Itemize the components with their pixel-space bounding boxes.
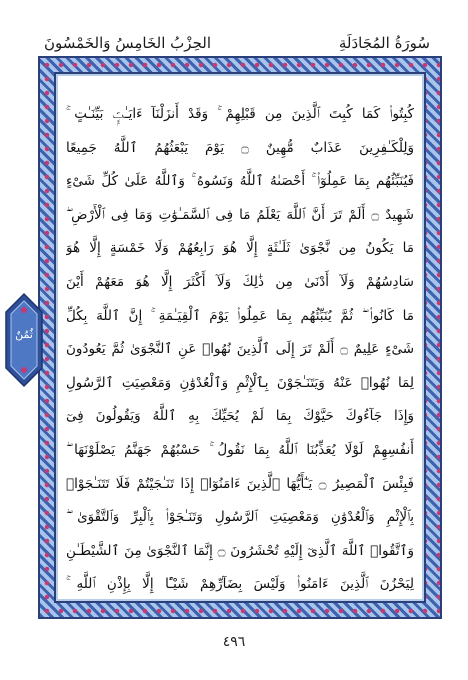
marker-label: ثُمُنٌ [15,328,33,341]
text-line: فَبِئْسَ ٱلْمَصِيرُ ۝ يَـٰٓأَيُّهَا ٱلَّذِينَ ءَامَنُوٓا۟ إِذَا تَنَـٰجَيْتُمْ فَلَا تَتَنَـٰجَوْا۟ [66,475,414,492]
text-line: سَادِسُهُمْ وَلَآ أَدْنَىٰ مِن ذَٰلِكَ وَلَآ أَكْثَرَ إِلَّا هُوَ مَعَهُمْ أَيْنَ [66,273,414,290]
text-line: شَىْءٍ عَلِيمٌ ۝ أَلَمْ تَرَ إِلَى ٱلَّذِينَ نُهُوا۟ عَنِ ٱلنَّجْوَىٰ ثُمَّ يَعُودُونَ [66,341,414,358]
surah-title: سُورَةُ المُجَادَلَةِ [338,34,430,52]
text-line: شَهِيدٌ ۝ أَلَمْ تَرَ أَنَّ ٱللَّهَ يَعْلَمُ مَا فِى ٱلسَّمَـٰوَٰتِ وَمَا فِى ٱلْأَرْضِ ۖ [66,206,414,223]
text-line: بِٱلْإِثْمِ وَٱلْعُدْوَٰنِ وَمَعْصِيَتِ ٱلرَّسُولِ وَتَنَـٰجَوْا۟ بِٱلْبِرِّ وَٱلتَّقْوَىٰ ۖ [66,509,414,526]
text-panel [54,72,426,603]
text-line: مَا كَانُوا۟ ۖ ثُمَّ يُنَبِّئُهُم بِمَا عَمِلُوا۟ يَوْمَ ٱلْقِيَـٰمَةِ ۚ إِنَّ ٱللَّهَ بِكُلِّ [66,307,414,324]
text-line: أَنفُسِهِمْ لَوْلَا يُعَذِّبُنَا ٱللَّهُ بِمَا نَقُولُ ۚ حَسْبُهُمْ جَهَنَّمُ يَصْلَوْنَهَا ۖ [66,441,414,458]
thumun-marker [4,292,44,388]
text-line: مَا يَكُونُ مِن نَّجْوَىٰ ثَلَـٰثَةٍ إِلَّا هُوَ رَابِعُهُمْ وَلَا خَمْسَةٍ إِلَّا هُوَ [66,240,414,257]
text-line: وَإِذَا جَآءُوكَ حَيَّوْكَ بِمَا لَمْ يُحَيِّكَ بِهِ ٱللَّهُ وَيَقُولُونَ فِىٓ [66,408,414,425]
text-line: وَٱتَّقُوا۟ ٱللَّهَ ٱلَّذِىٓ إِلَيْهِ تُحْشَرُونَ ۝ إِنَّمَا ٱلنَّجْوَىٰ مِنَ ٱلشَّيْطَـٰنِ [66,542,414,559]
text-line: لِيَحْزُنَ ٱلَّذِينَ ءَامَنُوا۟ وَلَيْسَ بِضَآرِّهِمْ شَيْـًٔا إِلَّا بِإِذْنِ ٱللَّهِ ۚ [66,576,414,593]
page-number: ٤٩٦ [222,634,246,650]
verse-block [66,98,414,602]
ornamental-border [38,56,442,619]
hizb-title: الحِزْبُ الخَامِسُ وَالخَمْسُونَ [44,34,211,52]
text-line: فَيُنَبِّئُهُم بِمَا عَمِلُوٓا۟ ۚ أَحْصَىٰهُ ٱللَّهُ وَنَسُوهُ ۚ وَٱللَّهُ عَلَىٰ كُلِّ شَىْءٍ [66,173,414,190]
text-line: وَلِلْكَـٰفِرِينَ عَذَابٌ مُّهِينٌ ۝ يَوْمَ يَبْعَثُهُمُ ٱللَّهُ جَمِيعًا [66,139,414,156]
text-line: كُبِتُوا۟ كَمَا كُبِتَ ٱلَّذِينَ مِن قَبْلِهِمْ ۚ وَقَدْ أَنزَلْنَآ ءَايَـٰتٍۭ بَيِّنَـٰتٍ ۚ [66,106,414,122]
text-line: لِمَا نُهُوا۟ عَنْهُ وَيَتَنَـٰجَوْنَ بِٱلْإِثْمِ وَٱلْعُدْوَٰنِ وَمَعْصِيَتِ ٱلرَّسُولِ [66,374,414,391]
